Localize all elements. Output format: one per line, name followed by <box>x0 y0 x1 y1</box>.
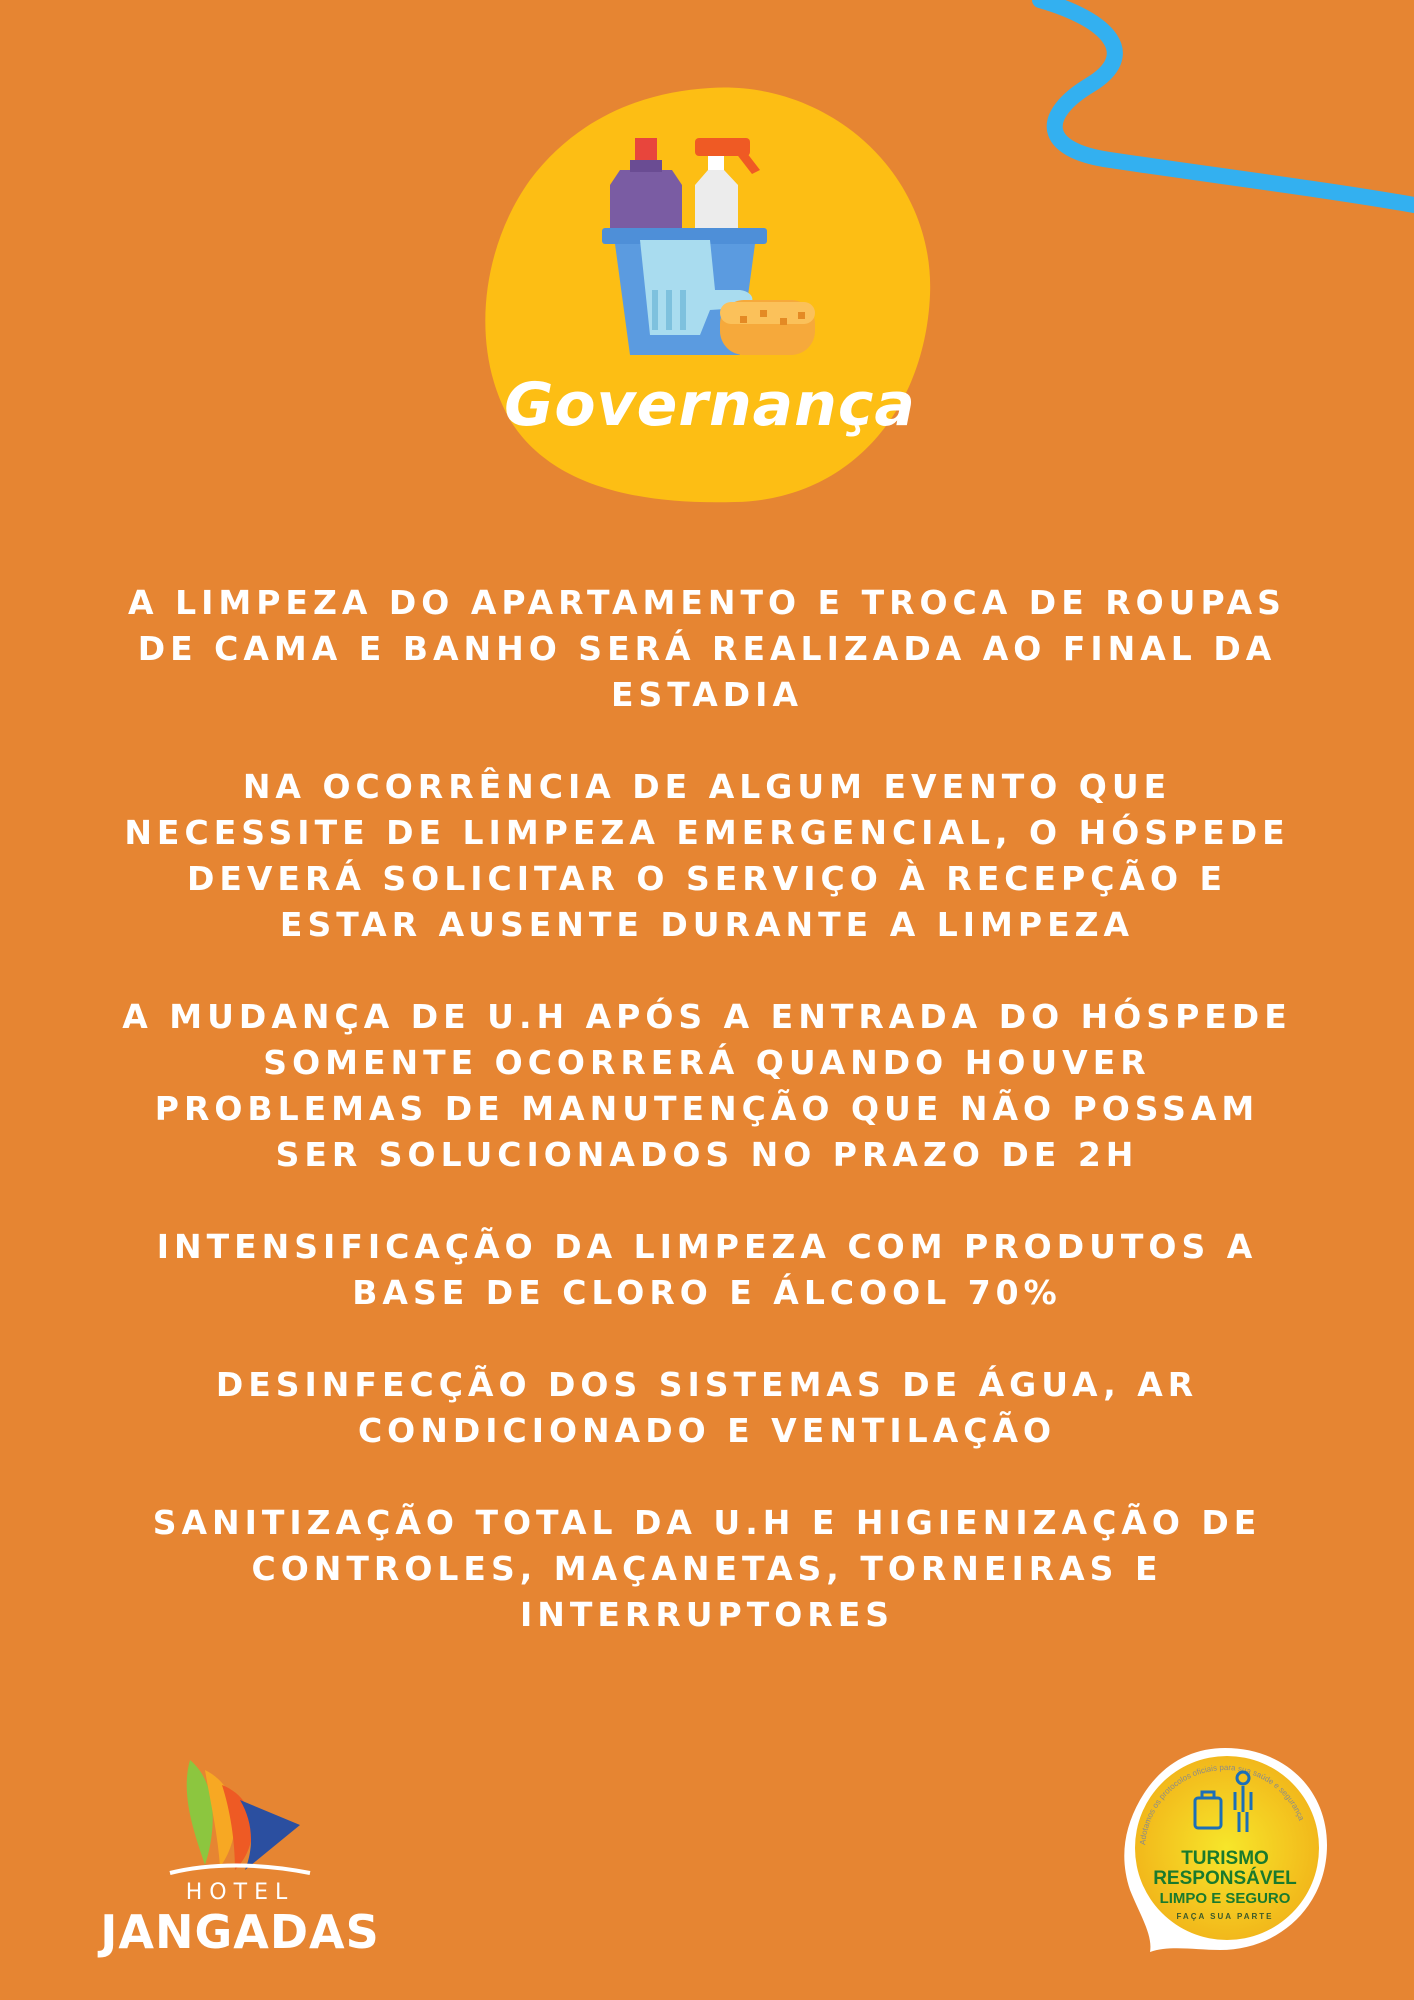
seal-ring-text: Adotamos os protocolos oficiais para sua saúde e segurança <box>1138 1762 1307 1846</box>
seal-line-1: TURISMO <box>1181 1848 1269 1869</box>
rule-item: DESINFECÇÃO DOS SISTEMAS DE ÁGUA, AR CONDICIONADO E VENTILAÇÃO <box>215 1365 1199 1450</box>
rule-item: INTENSIFICAÇÃO DA LIMPEZA COM PRODUTOS A BASE DE CLORO E ÁLCOOL 70% <box>156 1227 1258 1312</box>
logo-hotel-text: HOTEL <box>185 1880 295 1905</box>
turismo-responsavel-seal <box>1115 1740 1335 1960</box>
seal-line-2: RESPONSÁVEL <box>1153 1868 1297 1889</box>
section-title: Governança <box>504 370 916 440</box>
rule-item: NA OCORRÊNCIA DE ALGUM EVENTO QUE NECESSITE DE LIMPEZA EMERGENCIAL, O HÓSPEDE DEVERÁ SOLICITAR O SERVIÇO À RECEPÇÃO E ESTAR AUSENTE DURANTE A LIMPEZA <box>124 767 1290 944</box>
logo-name-text: JANGADAS <box>100 1905 380 1959</box>
rule-item: A LIMPEZA DO APARTAMENTO E TROCA DE ROUPAS DE CAMA E BANHO SERÁ REALIZADA AO FINAL DA ESTADIA <box>128 583 1286 714</box>
rule-item: A MUDANÇA DE U.H APÓS A ENTRADA DO HÓSPEDE SOMENTE OCORRERÁ QUANDO HOUVER PROBLEMAS DE MANUTENÇÃO QUE NÃO POSSAM SER SOLUCIONADOS NO PRAZO DE 2H <box>122 997 1292 1174</box>
seal-line-4: FAÇA SUA PARTE <box>1176 1912 1274 1921</box>
seal-line-3: LIMPO E SEGURO <box>1159 1890 1291 1907</box>
sail-icon <box>160 1755 320 1880</box>
hotel-logo <box>95 1755 385 1959</box>
rule-item: SANITIZAÇÃO TOTAL DA U.H E HIGIENIZAÇÃO DE CONTROLES, MAÇANETAS, TORNEIRAS E INTERRUPTORES <box>152 1503 1262 1634</box>
rules-list <box>120 580 1294 1684</box>
cleaning-bucket-icon <box>590 130 830 370</box>
